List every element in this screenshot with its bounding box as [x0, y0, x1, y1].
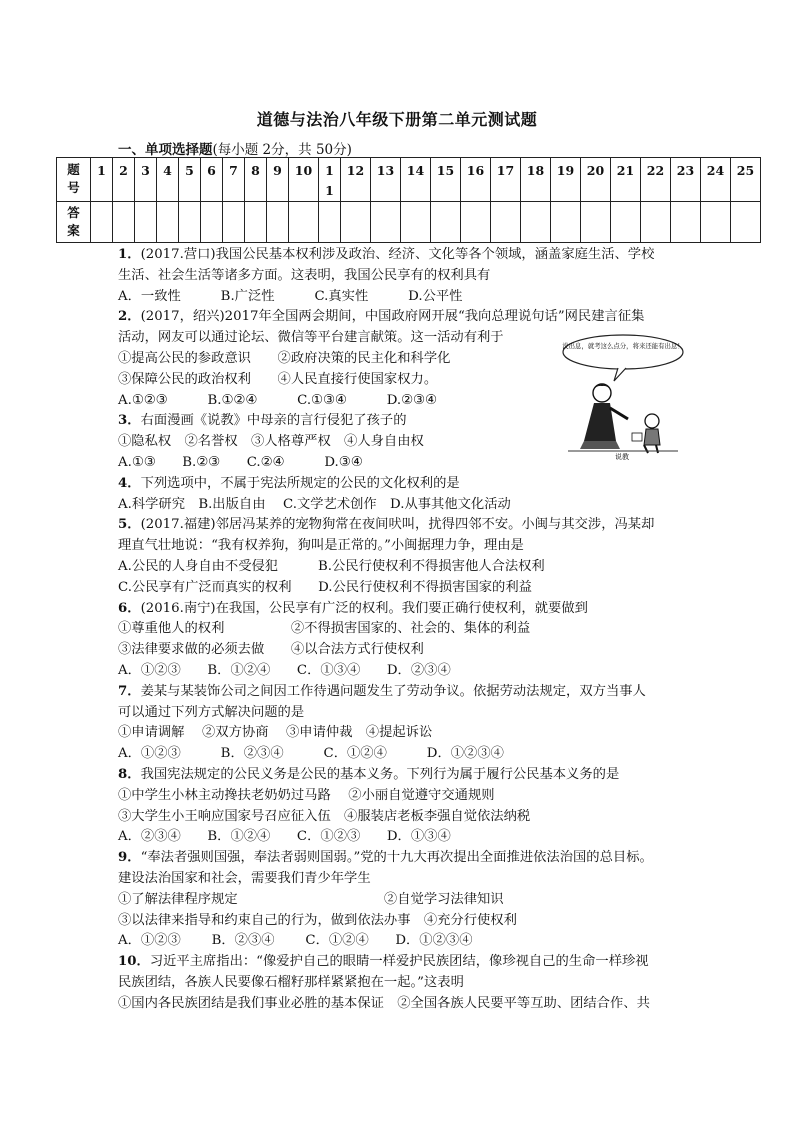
line-text: A．①②③ B．②③④ C．①②④ D．①②③④: [118, 746, 504, 762]
question-stem-line: [118, 952, 688, 973]
answer-cell[interactable]: [157, 202, 179, 243]
answer-cell[interactable]: [581, 202, 611, 243]
question-number-cell: 8: [245, 158, 267, 202]
question-line: [118, 723, 688, 744]
section-note: (每小题 2分，共 50分): [212, 142, 352, 158]
question-line: [118, 619, 688, 640]
line-text: ①中学生小林主动搀扶老奶奶过马路 ②小丽自觉遵守交通规则: [118, 787, 495, 803]
question-number-cell: 12: [341, 158, 371, 202]
answer-cell[interactable]: [113, 202, 135, 243]
question-number-cell: 20: [581, 158, 611, 202]
question-number-cell: 3: [135, 158, 157, 202]
answer-cell[interactable]: [431, 202, 461, 243]
line-text: ①国内各民族团结是我们事业必胜的基本保证 ②全国各族人民要平等互助、团结合作、共: [118, 995, 650, 1011]
question-number-cell: 9: [267, 158, 289, 202]
question-number: 2．: [118, 309, 141, 325]
answer-cell[interactable]: [289, 202, 319, 243]
question-number-cell: 16: [461, 158, 491, 202]
question-line: [118, 703, 688, 724]
line-text: ③法律要求做的必须去做 ④以合法方式行使权利: [118, 642, 424, 658]
line-text: 下列选项中，不属于宪法所规定的公民的文化权利的是: [140, 475, 460, 491]
line-text: ①了解法律程序规定 ②自觉学习法律知识: [118, 891, 504, 907]
answer-cell[interactable]: [135, 202, 157, 243]
answer-cell[interactable]: [91, 202, 113, 243]
line-text: ①提高公民的参政意识 ②政府决策的民主化和科学化: [118, 350, 451, 366]
answer-cell[interactable]: [701, 202, 731, 243]
line-text: A.科学研究 B.出版自由 C.文学艺术创作 D.从事其他文化活动: [118, 496, 511, 512]
speech-bubble: [562, 335, 683, 381]
line-text: ③以法律来指导和约束自己的行为，做到依法办事 ④充分行使权利: [118, 912, 517, 928]
answer-table-number-row: [57, 158, 761, 202]
mother-figure: [580, 384, 628, 449]
answer-cell[interactable]: [731, 202, 761, 243]
question-number: 4．: [118, 475, 141, 491]
question-line: [118, 869, 688, 890]
question-stem-line: [118, 245, 688, 266]
question-line: [118, 536, 688, 557]
answer-cell[interactable]: [201, 202, 223, 243]
line-text: 姜某与某装饰公司之间因工作待遇问题发生了劳动争议。依据劳动法规定，双方当事人: [140, 683, 646, 699]
question-stem-line: [118, 765, 688, 786]
question-number: 8．: [118, 766, 141, 782]
question-number: 6．: [118, 600, 141, 616]
question-number-cell: 25: [731, 158, 761, 202]
answer-cell[interactable]: [267, 202, 289, 243]
line-text: 生活、社会生活等诸多方面。这表明，我国公民享有的权利具有: [118, 267, 491, 283]
question-line: [118, 890, 688, 911]
question-number-cell: 18: [521, 158, 551, 202]
question-line: [118, 827, 688, 848]
section-name: 一、单项选择题: [118, 142, 213, 158]
question-stem-line: [118, 848, 688, 869]
line-text: A.①②③ B.①②④ C.①③④ D.②③④: [118, 392, 437, 408]
answer-cell[interactable]: [319, 202, 341, 243]
line-text: A.①③ B.②③ C.②④ D.③④: [118, 454, 363, 470]
line-text: 我国宪法规定的公民义务是公民的基本义务。下列行为属于履行公民基本义务的是: [140, 766, 620, 782]
question-line: [118, 931, 688, 952]
line-text: A．②③④ B．①②④ C．①②③ D．①③④: [118, 829, 451, 845]
line-text: ③大学生小王响应国家号召应征入伍 ④服装店老板李强自觉依法纳税: [118, 808, 531, 824]
line-text: 右面漫画《说教》中母亲的言行侵犯了孩子的: [140, 413, 407, 429]
question-number: 10．: [118, 954, 150, 970]
question-number-cell: 15: [431, 158, 461, 202]
line-text: ①隐私权 ②名誉权 ③人格尊严权 ④人身自由权: [118, 434, 424, 450]
line-text: C.公民享有广泛而真实的权利 D.公民行使权利不得损害国家的利益: [118, 579, 532, 595]
line-text: ③保障公民的政治权利 ④人民直接行使国家权力。: [118, 371, 438, 387]
answer-cell[interactable]: [491, 202, 521, 243]
page-title: 道德与法治八年级下册第二单元测试题: [256, 110, 538, 129]
answer-table-answer-row: [57, 202, 761, 243]
answer-cell[interactable]: [245, 202, 267, 243]
question-line: [118, 640, 688, 661]
question-line: [118, 807, 688, 828]
line-text: ①尊重他人的权利 ②不得损害国家的、社会的、集体的利益: [118, 621, 531, 637]
question-line: [118, 786, 688, 807]
question-stem-line: [118, 474, 688, 495]
question-number-cell: 1 1: [319, 158, 341, 202]
question-number: 7．: [118, 683, 141, 699]
line-text: 理直气壮地说：“我有权养狗，狗叫是正常的。”小闽据理力争，理由是: [118, 538, 524, 554]
question-line: [118, 495, 688, 516]
question-number-cell: 4: [157, 158, 179, 202]
question-line: [118, 973, 688, 994]
line-text: 习近平主席指出：“像爱护自己的眼睛一样爱护民族团结，像珍视自己的生命一样珍视: [149, 954, 649, 970]
answer-cell[interactable]: [551, 202, 581, 243]
line-text: (2016.南宁)在我国，公民享有广泛的权利。我们要正确行使权利，就要做到: [140, 600, 588, 616]
question-number-cell: 17: [491, 158, 521, 202]
line-text: 活动，网友可以通过论坛、微信等平台建言献策。这一活动有利于: [118, 330, 504, 346]
question-number-cell: 7: [223, 158, 245, 202]
cartoon-caption: 说教: [615, 453, 629, 461]
line-text: 建设法治国家和社会，需要我们青少年学生: [118, 870, 371, 886]
question-number-cell: 13: [371, 158, 401, 202]
cartoon-lecture-illustration: [560, 333, 685, 461]
question-line: [118, 557, 688, 578]
line-text: 可以通过下列方式解决问题的是: [118, 704, 305, 720]
question-number: 9．: [118, 850, 141, 866]
question-number: 1．: [118, 247, 141, 262]
answer-cell[interactable]: [371, 202, 401, 243]
question-number-cell: 5: [179, 158, 201, 202]
answer-cell[interactable]: [179, 202, 201, 243]
answer-table: [56, 157, 761, 243]
question-stem-line: [118, 515, 688, 536]
line-text: A．①②③ B．①②④ C．①③④ D．②③④: [118, 662, 451, 678]
section-heading: [118, 138, 352, 158]
answer-row-label: 答 案: [57, 202, 91, 243]
speech-text: 没出息，就考这么点分，将来还能有出息！: [562, 342, 684, 350]
answer-cell[interactable]: [641, 202, 671, 243]
line-text: (2017.营口)我国公民基本权利涉及政治、经济、文化等各个领域，涵盖家庭生活、学校: [140, 247, 655, 262]
answer-cell[interactable]: [671, 202, 701, 243]
answer-cell[interactable]: [401, 202, 431, 243]
question-number: 3．: [118, 413, 141, 429]
question-stem-line: [118, 307, 688, 328]
answer-cell[interactable]: [223, 202, 245, 243]
line-text: A．一致性 B.广泛性 C.真实性 D.公平性: [118, 288, 463, 304]
question-number-cell: 24: [701, 158, 731, 202]
line-text: A．①②③ B．②③④ C．①②④ D．①②③④: [118, 933, 473, 949]
line-text: “奉法者强则国强，奉法者弱则国弱。”党的十九大再次提出全面推进依法治国的总目标。: [140, 850, 653, 866]
question-line: [118, 578, 688, 599]
question-line: [118, 994, 688, 1015]
question-number-cell: 6: [201, 158, 223, 202]
line-text: ①申请调解 ②双方协商 ③申请仲裁 ④提起诉讼: [118, 725, 433, 741]
line-text: A.公民的人身自由不受侵犯 B.公民行使权利不得损害他人合法权利: [118, 558, 545, 574]
answer-cell[interactable]: [461, 202, 491, 243]
question-line: [118, 661, 688, 682]
question-number-cell: 2: [113, 158, 135, 202]
line-text: (2017.福建)邻居冯某养的宠物狗常在夜间吠叫，扰得四邻不安。小闽与其交涉，冯某却: [140, 517, 655, 533]
question-number-cell: 23: [671, 158, 701, 202]
line-text: 民族团结，各族人民要像石榴籽那样紧紧抱在一起。”这表明: [118, 974, 464, 990]
answer-cell[interactable]: [341, 202, 371, 243]
question-number-cell: 21: [611, 158, 641, 202]
child-figure: [632, 414, 660, 453]
line-text: (2017，绍兴)2017年全国两会期间，中国政府网开展“我向总理说句话”网民建言征集: [140, 309, 645, 325]
question-number-cell: 14: [401, 158, 431, 202]
answer-cell[interactable]: [611, 202, 641, 243]
question-stem-line: [118, 682, 688, 703]
question-number-cell: 22: [641, 158, 671, 202]
question-number-cell: 19: [551, 158, 581, 202]
question-line: [118, 911, 688, 932]
question-stem-line: [118, 599, 688, 620]
number-row-label: 题 号: [57, 158, 91, 202]
answer-cell[interactable]: [521, 202, 551, 243]
question-number: 5．: [118, 517, 141, 533]
question-line: [118, 287, 688, 308]
question-line: [118, 744, 688, 765]
question-number-cell: 1: [91, 158, 113, 202]
question-line: [118, 266, 688, 287]
question-number-cell: 10: [289, 158, 319, 202]
